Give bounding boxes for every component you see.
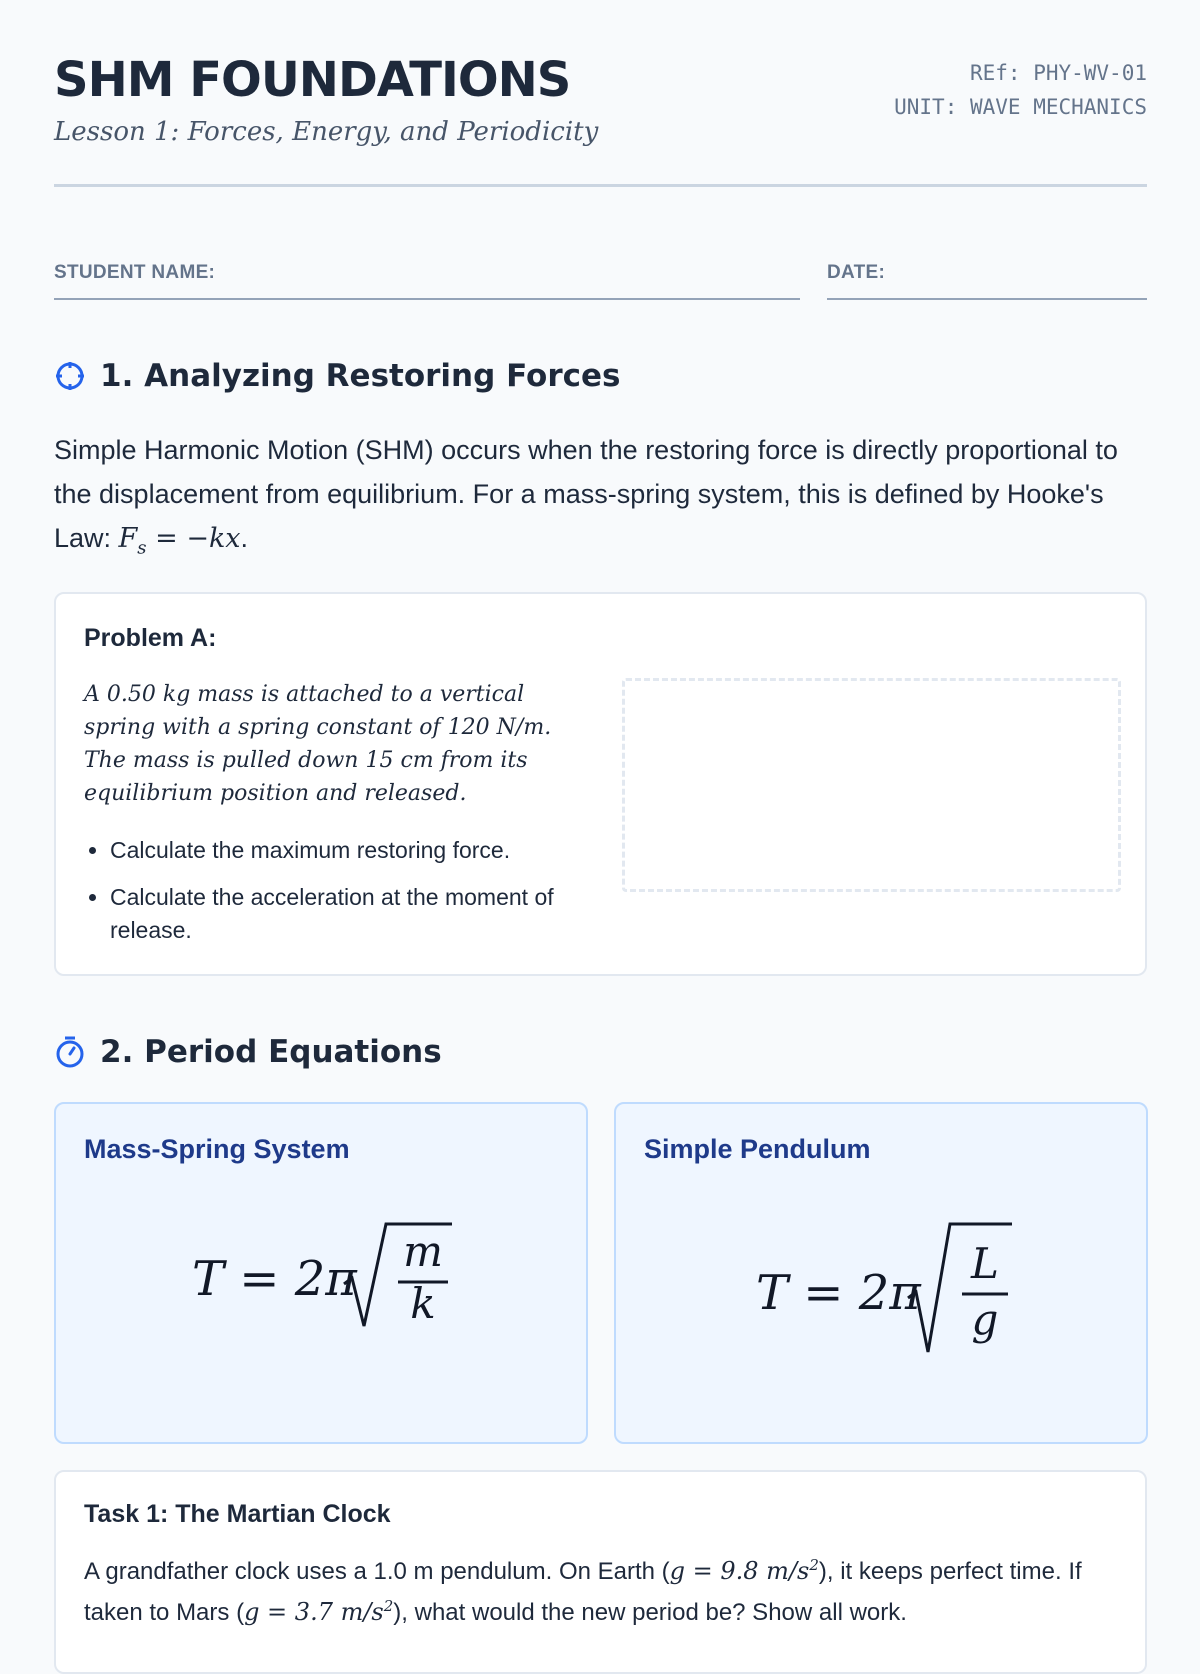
- earth-gravity: [670, 1557, 819, 1585]
- student-name-label: STUDENT NAME:: [54, 262, 216, 283]
- hooke-force-symbol: F: [118, 523, 138, 554]
- page-title: SHM FOUNDATIONS: [54, 52, 571, 108]
- superscript: 2: [383, 1597, 394, 1615]
- problem-a-tasks: [84, 834, 610, 961]
- lesson-subtitle: Lesson 1: Forces, Energy, and Periodicity: [54, 117, 599, 147]
- pendulum-equation: [616, 1204, 1146, 1364]
- fraction-numerator: m: [403, 1227, 443, 1276]
- section-1-intro: [54, 428, 1147, 570]
- hookes-law-equation: [118, 523, 241, 559]
- problem-a-card: [54, 592, 1147, 976]
- date-label: DATE:: [827, 262, 886, 283]
- date-field[interactable]: [827, 258, 1147, 300]
- problem-a-label: Problem A:: [84, 624, 217, 652]
- section-2-title: 2. Period Equations: [100, 1034, 442, 1070]
- pendulum-title: Simple Pendulum: [644, 1134, 871, 1164]
- worksheet-header: [54, 0, 1147, 187]
- fraction-numerator: L: [971, 1239, 999, 1288]
- mass-spring-title: Mass-Spring System: [84, 1134, 350, 1164]
- equation-lhs: T = 2π: [756, 1265, 921, 1321]
- hooke-rhs: = −kx: [146, 523, 241, 554]
- answer-work-box[interactable]: [622, 678, 1121, 892]
- list-item: • Calculate the maximum restoring force.: [110, 834, 610, 867]
- task-text-mid: ), it keeps perfect time. If taken to Mars (: [84, 1558, 1082, 1626]
- task-1-text: [84, 1548, 1124, 1630]
- pendulum-card: [614, 1102, 1148, 1444]
- task-1-label: Task 1: The Martian Clock: [84, 1500, 391, 1528]
- crosshair-icon: [54, 359, 88, 393]
- task-text-end: ), what would the new period be? Show all work.: [393, 1599, 907, 1626]
- reference-code: REf: PHY-WV-01: [969, 61, 1147, 85]
- superscript: 2: [809, 1556, 819, 1574]
- fraction-denominator: k: [410, 1279, 436, 1328]
- worksheet-page: [54, 0, 1147, 1626]
- mars-gravity: [244, 1598, 393, 1626]
- reference-block: [894, 56, 1147, 124]
- fraction-denominator: g: [971, 1295, 999, 1344]
- section-1-title: 1. Analyzing Restoring Forces: [100, 358, 621, 394]
- earth-gravity-value: g = 9.8 m/s: [669, 1557, 810, 1585]
- section-2-heading: [54, 1032, 442, 1072]
- section-1-heading: [54, 356, 620, 396]
- unit-label: UNIT: WAVE MECHANICS: [894, 95, 1147, 119]
- list-item: • Calculate the acceleration at the moment of release.: [110, 881, 610, 947]
- hooke-period: .: [240, 523, 249, 553]
- task-text-start: A grandfather clock uses a 1.0 m pendulum. On Earth (: [84, 1558, 670, 1585]
- intro-text: Simple Harmonic Motion (SHM) occurs when the restoring force is directly proportional to the displacement from equilibrium. For a mass-spring system, this is defined by Hooke's Law:: [54, 435, 1118, 553]
- student-info-fields: [54, 258, 1147, 300]
- hooke-force-subscript: s: [137, 537, 147, 559]
- mass-spring-card: [54, 1102, 588, 1444]
- stopwatch-icon: [54, 1035, 88, 1069]
- task-1-card: [54, 1470, 1147, 1674]
- student-name-field[interactable]: [54, 258, 800, 300]
- mars-gravity-value: g = 3.7 m/s: [244, 1598, 384, 1626]
- problem-a-text: A 0.50 kg mass is attached to a vertical spring with a spring constant of 120 N/m. The mass is pulled down 15 cm from its equilibrium position and released.: [84, 682, 552, 806]
- mass-spring-equation: [56, 1204, 586, 1364]
- equation-lhs: T = 2π: [192, 1251, 357, 1307]
